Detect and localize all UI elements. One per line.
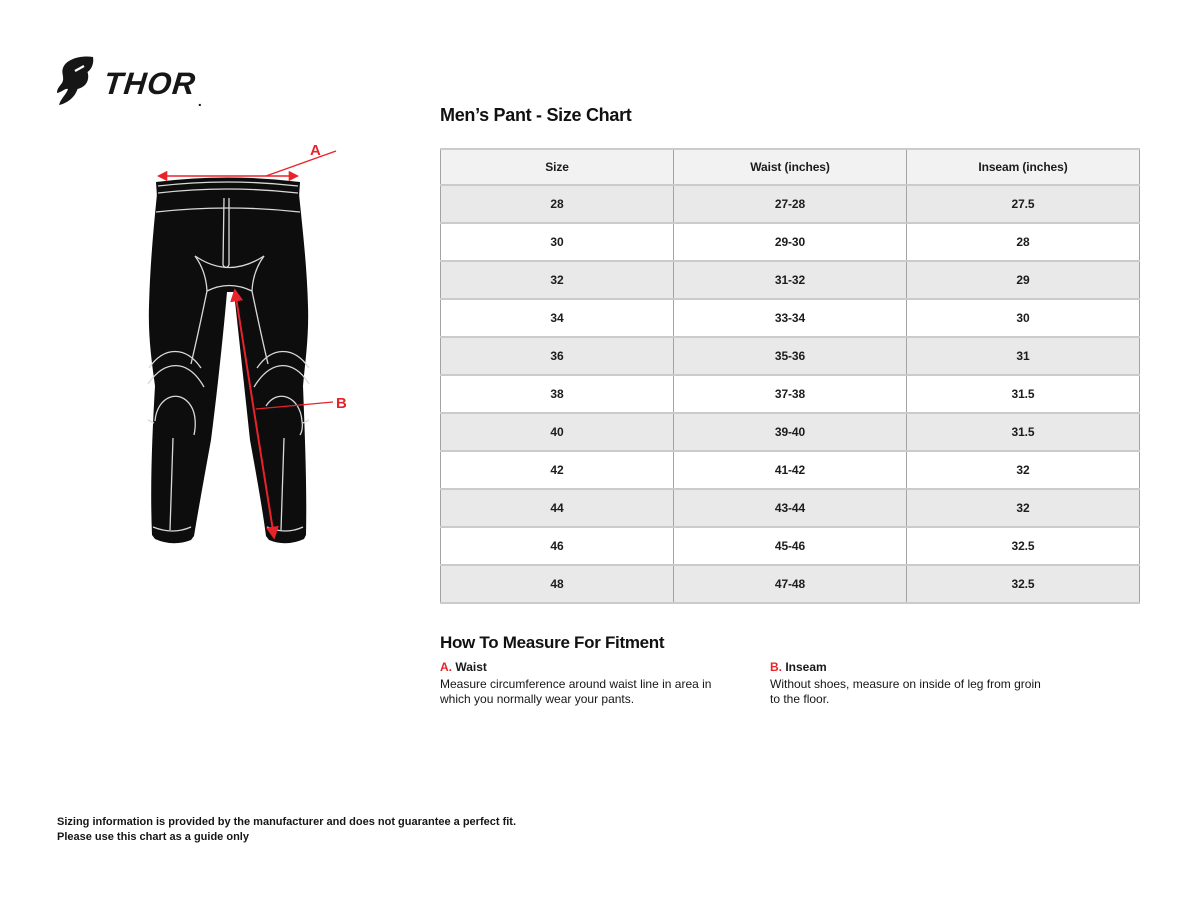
table-row xyxy=(441,565,1140,603)
inseam-cell: 29 xyxy=(907,261,1140,299)
inseam-cell: 30 xyxy=(907,299,1140,337)
size-cell: 32 xyxy=(441,261,674,299)
thor-goat-icon xyxy=(56,56,100,111)
size-cell: 38 xyxy=(441,375,674,413)
inseam-cell: 32.5 xyxy=(907,565,1140,603)
thor-wordmark-dot: . xyxy=(197,93,202,109)
waist-cell: 31-32 xyxy=(674,261,907,299)
inseam-cell: 31.5 xyxy=(907,413,1140,451)
pant-silhouette xyxy=(148,178,309,544)
measure-item-waist-title xyxy=(440,660,736,675)
inseam-cell: 27.5 xyxy=(907,185,1140,223)
diagram-label-b: B xyxy=(336,395,347,412)
waist-cell: 47-48 xyxy=(674,565,907,603)
table-row xyxy=(441,527,1140,565)
pant-diagram-svg xyxy=(128,138,380,582)
measure-item-inseam-title xyxy=(770,660,1054,675)
size-cell: 44 xyxy=(441,489,674,527)
size-cell: 48 xyxy=(441,565,674,603)
waist-cell: 43-44 xyxy=(674,489,907,527)
size-cell: 36 xyxy=(441,337,674,375)
size-cell: 28 xyxy=(441,185,674,223)
inseam-cell: 28 xyxy=(907,223,1140,261)
measure-letter-b: B. xyxy=(770,660,782,674)
table-row xyxy=(441,223,1140,261)
size-cell: 46 xyxy=(441,527,674,565)
inseam-cell: 31 xyxy=(907,337,1140,375)
inseam-cell: 31.5 xyxy=(907,375,1140,413)
size-chart-table-body xyxy=(441,185,1140,603)
inseam-cell: 32 xyxy=(907,489,1140,527)
waist-cell: 29-30 xyxy=(674,223,907,261)
table-row xyxy=(441,489,1140,527)
waist-cell: 37-38 xyxy=(674,375,907,413)
table-row xyxy=(441,185,1140,223)
waist-cell: 35-36 xyxy=(674,337,907,375)
size-cell: 42 xyxy=(441,451,674,489)
pant-measurement-diagram xyxy=(128,138,380,582)
waist-cell: 33-34 xyxy=(674,299,907,337)
size-chart-table xyxy=(440,148,1140,604)
inseam-cell: 32 xyxy=(907,451,1140,489)
thor-logo xyxy=(56,56,202,111)
waist-cell: 39-40 xyxy=(674,413,907,451)
column-header-inseam: Inseam (inches) xyxy=(907,149,1140,185)
measure-label-waist: Waist xyxy=(455,660,487,674)
measure-item-inseam xyxy=(770,660,1054,706)
column-header-size: Size xyxy=(441,149,674,185)
measure-text-waist: Measure circumference around waist line in area in which you normally wear your pants. xyxy=(440,676,712,706)
table-row xyxy=(441,451,1140,489)
table-row xyxy=(441,261,1140,299)
size-cell: 30 xyxy=(441,223,674,261)
waist-cell: 45-46 xyxy=(674,527,907,565)
measure-label-inseam: Inseam xyxy=(785,660,827,674)
waist-cell: 27-28 xyxy=(674,185,907,223)
table-row xyxy=(441,375,1140,413)
measure-item-waist xyxy=(440,660,736,706)
inseam-cell: 32.5 xyxy=(907,527,1140,565)
table-row xyxy=(441,337,1140,375)
header-row xyxy=(441,149,1140,185)
column-header-waist: Waist (inches) xyxy=(674,149,907,185)
size-chart-table-head xyxy=(441,149,1140,185)
table-row xyxy=(441,413,1140,451)
label-a-leader-line xyxy=(266,151,336,176)
measure-text-inseam: Without shoes, measure on inside of leg from groin to the floor. xyxy=(770,676,1041,706)
sizing-disclaimer xyxy=(57,815,516,844)
sizing-disclaimer-line2: Please use this chart as a guide only xyxy=(57,830,249,843)
sizing-disclaimer-line1: Sizing information is provided by the manufacturer and does not guarantee a perfect fit. xyxy=(57,816,517,828)
thor-wordmark: THOR xyxy=(102,66,198,101)
diagram-label-a: A xyxy=(310,142,321,159)
measure-letter-a: A. xyxy=(440,660,452,674)
measure-heading: How To Measure For Fitment xyxy=(440,633,665,652)
size-chart-title: Men’s Pant - Size Chart xyxy=(440,105,632,125)
size-cell: 40 xyxy=(441,413,674,451)
waist-cell: 41-42 xyxy=(674,451,907,489)
size-cell: 34 xyxy=(441,299,674,337)
table-row xyxy=(441,299,1140,337)
